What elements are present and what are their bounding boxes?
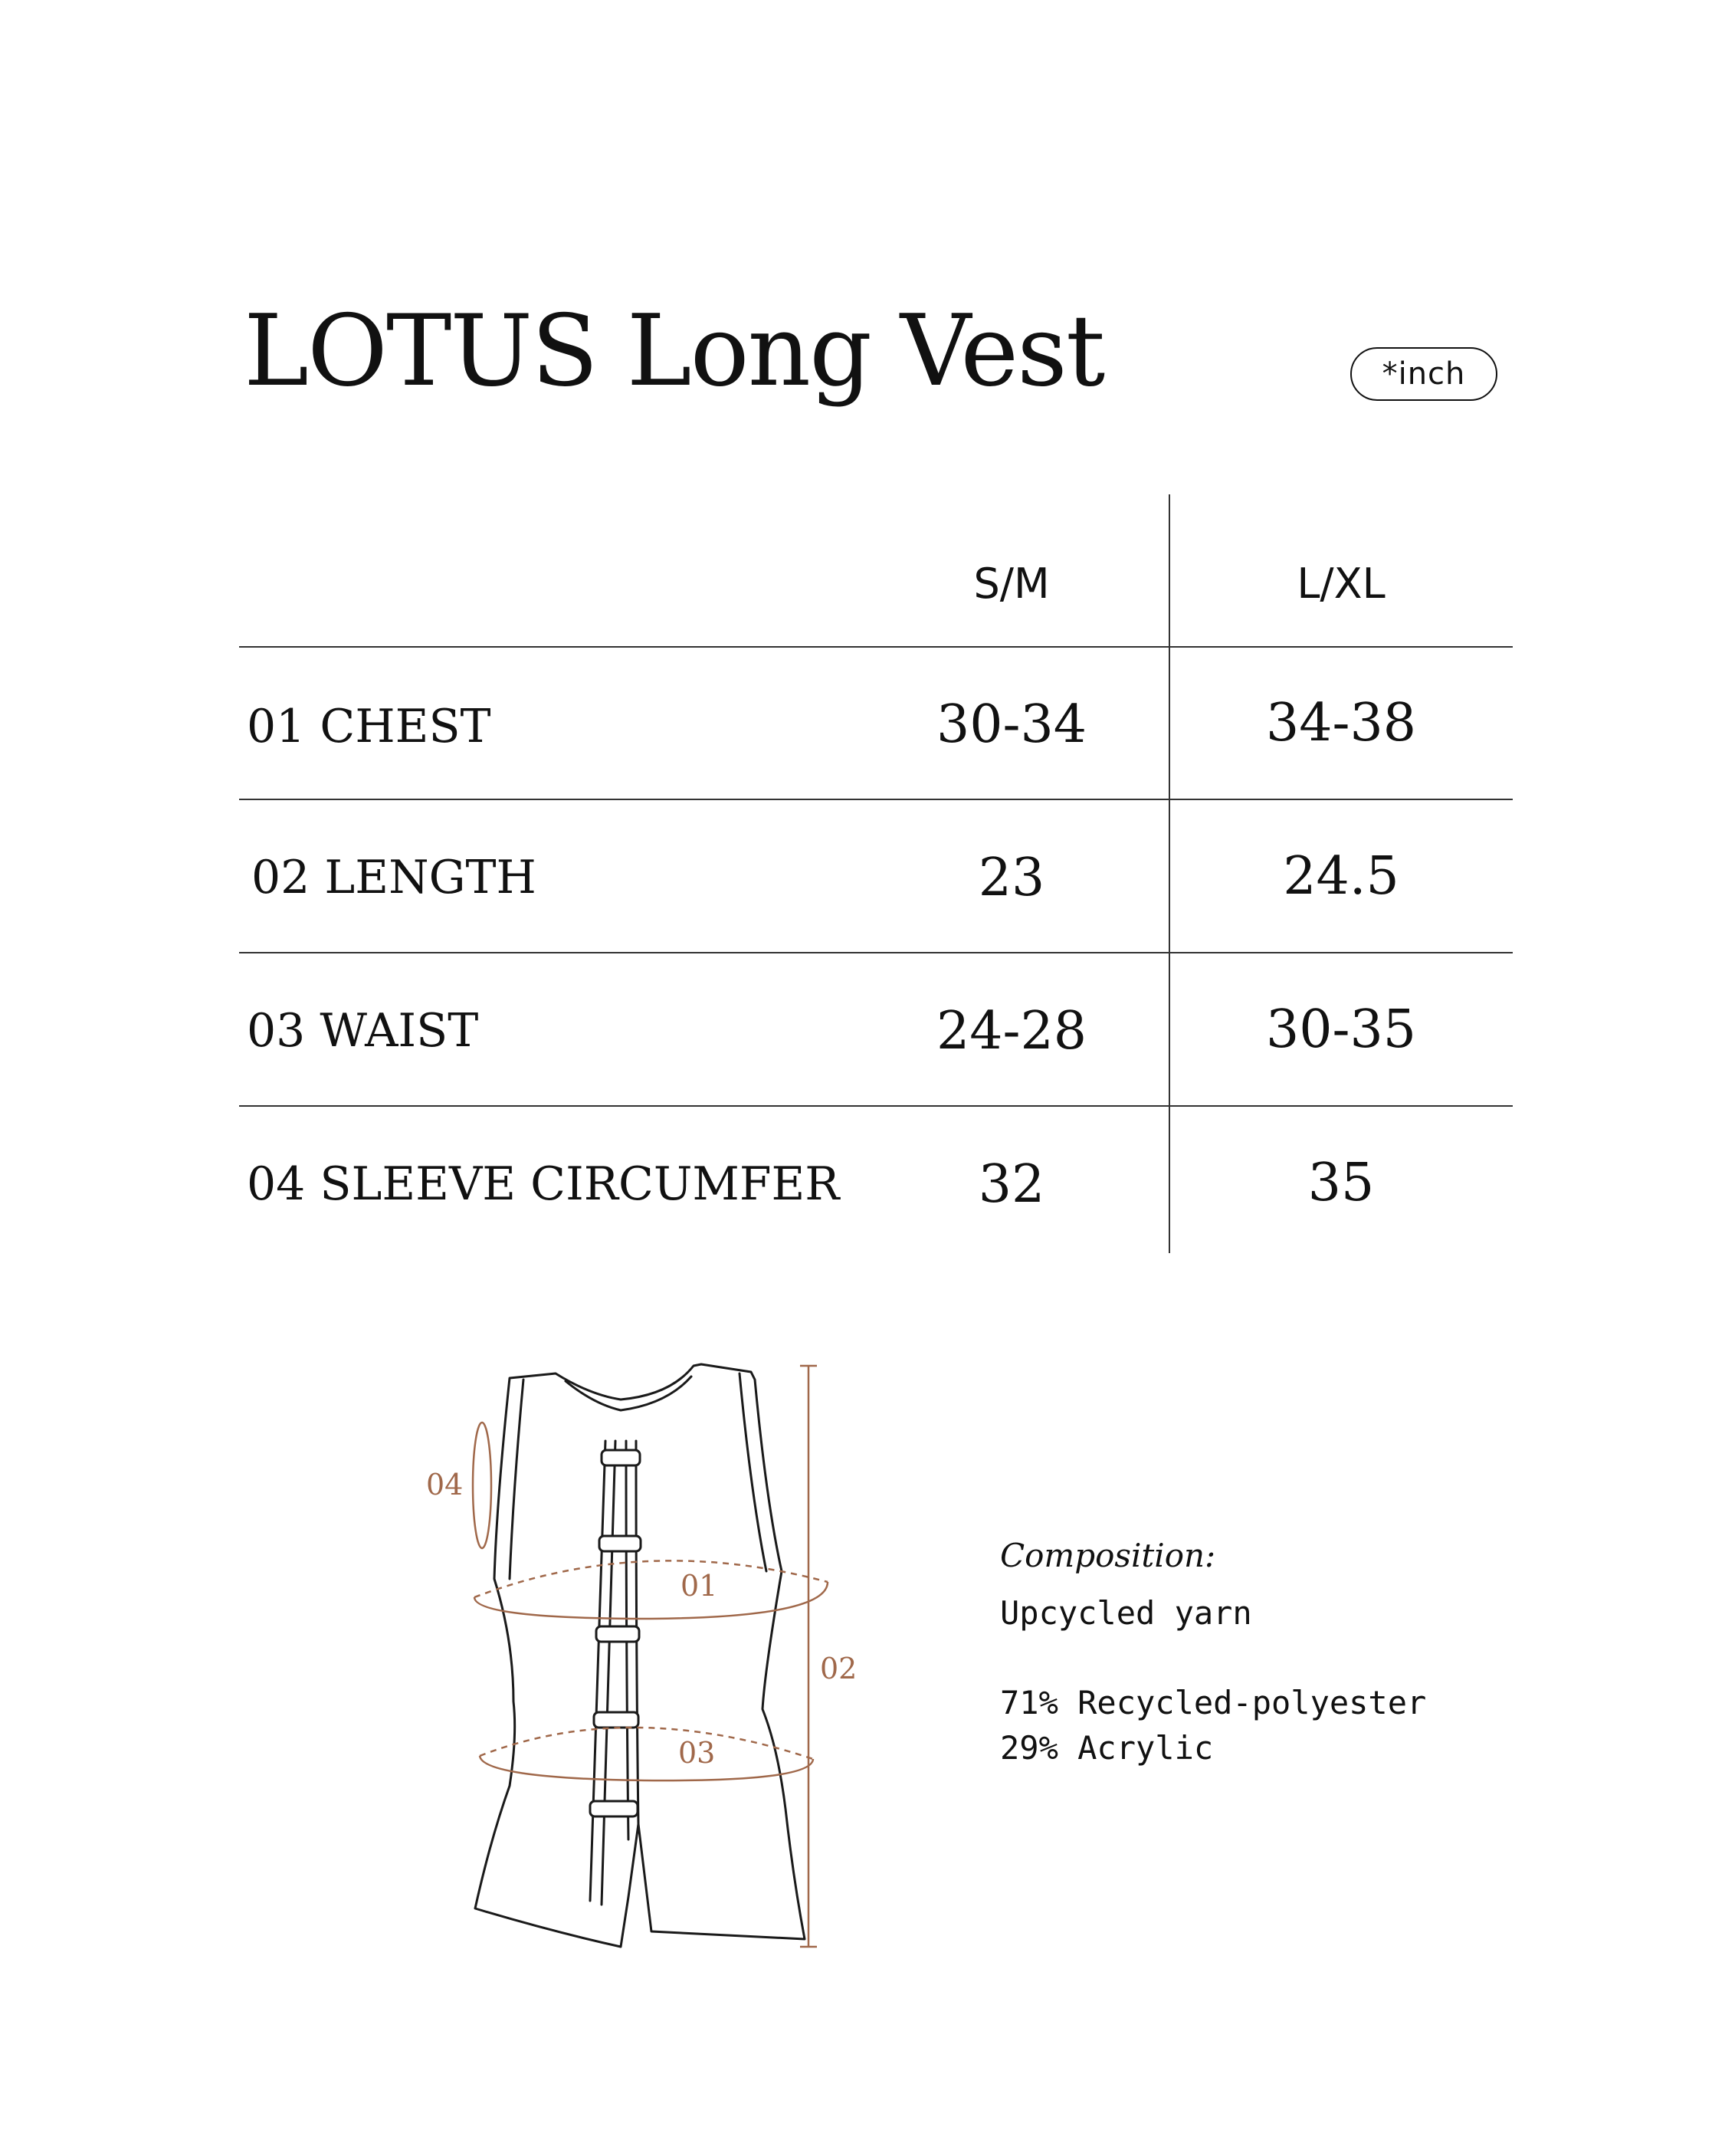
- column-header-l-xl: L/XL: [1297, 560, 1386, 608]
- marker-02-label: 02: [820, 1652, 858, 1685]
- marker-03-ellipse-front: [480, 1756, 813, 1780]
- marker-04-label: 04: [426, 1468, 464, 1501]
- table-row-divider: [239, 799, 1513, 800]
- value-sleeve-s-m: 32: [978, 1154, 1045, 1215]
- value-sleeve-l-xl: 35: [1307, 1153, 1375, 1213]
- composition-heading: Composition:: [1000, 1537, 1216, 1574]
- table-row-divider: [239, 1105, 1513, 1107]
- table-divider-vertical: [1169, 494, 1170, 1253]
- composition-fiber: 29% Acrylic: [1000, 1729, 1214, 1767]
- marker-01-label: 01: [680, 1569, 718, 1603]
- value-chest-s-m: 30-34: [936, 694, 1087, 755]
- measurement-guides: [473, 1366, 828, 1947]
- marker-03-label: 03: [678, 1736, 716, 1770]
- marker-01-ellipse-back: [474, 1560, 828, 1597]
- value-waist-l-xl: 30-35: [1265, 999, 1417, 1060]
- composition-material: Upcycled yarn: [1000, 1594, 1252, 1632]
- row-label-length: 02 LENGTH: [251, 851, 536, 904]
- page-title: LOTUS Long Vest: [244, 294, 1104, 409]
- table-row-divider: [239, 952, 1513, 953]
- row-label-chest: 01 CHEST: [247, 700, 491, 753]
- value-length-l-xl: 24.5: [1283, 846, 1399, 907]
- unit-badge: *inch: [1350, 347, 1497, 401]
- value-chest-l-xl: 34-38: [1265, 693, 1417, 753]
- value-waist-s-m: 24-28: [936, 1001, 1087, 1062]
- composition-fiber: 71% Recycled-polyester: [1000, 1684, 1427, 1721]
- column-header-s-m: S/M: [973, 560, 1050, 608]
- marker-04-ellipse: [473, 1423, 491, 1548]
- marker-03-ellipse-back: [480, 1728, 813, 1759]
- table-row-divider: [239, 646, 1513, 648]
- row-label-waist: 03 WAIST: [247, 1004, 479, 1058]
- frog-closures: [590, 1450, 641, 1816]
- vest-measurement-diagram: [398, 1349, 935, 1985]
- row-label-sleeve: 04 SLEEVE CIRCUMFER: [247, 1157, 840, 1211]
- value-length-s-m: 23: [978, 848, 1045, 908]
